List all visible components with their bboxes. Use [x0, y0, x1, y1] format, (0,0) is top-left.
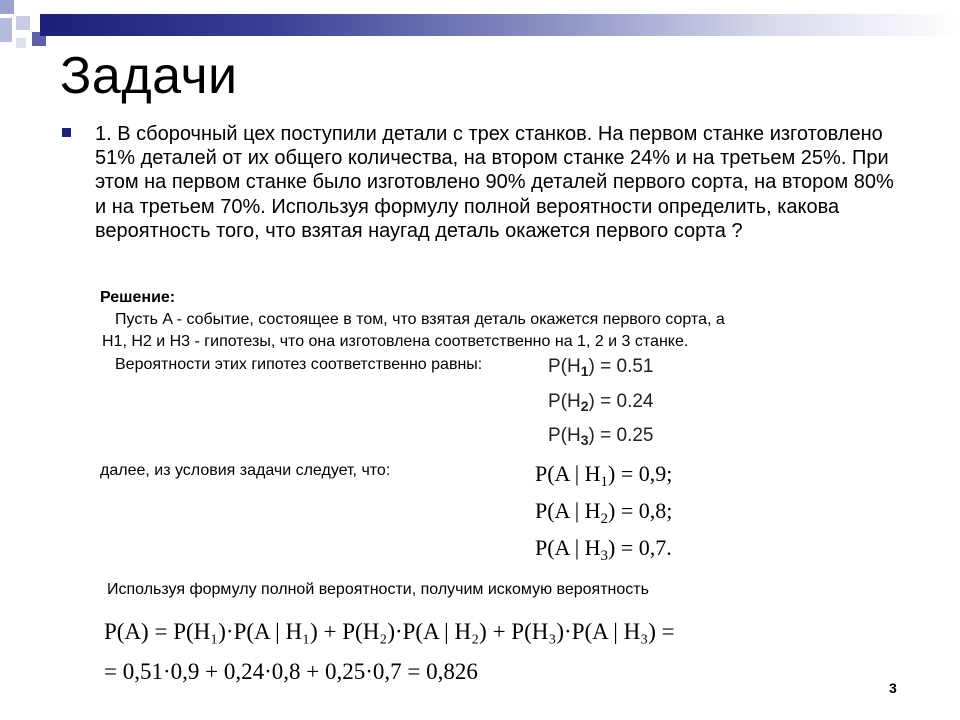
solution-line-2: H1, H2 и H3 - гипотезы, что она изготовлена соответственно на 1, 2 и 3 станке.	[102, 333, 689, 350]
hypothesis-prob-1: $P(H_1) = 0.51$	[548, 356, 654, 379]
conditional-prob-2: P(A | $H_2) = 0,8$;	[535, 498, 673, 527]
total-prob-result: = 0,51·0,9 + 0,24·0,8 + 0,25·0,7 = 0,826	[104, 659, 478, 684]
conditions-intro: далее, из условия задачи следует, что:	[100, 462, 391, 479]
header-gradient-bar	[40, 14, 960, 36]
hypothesis-prob-3: $P(H_3) = 0.25$	[548, 425, 654, 448]
problem-statement: 1. В сборочный цех поступили детали с трех станков. На первом станке изготовлено 51% деталей от их общего количества, на втором станке 24% и на третьем 25%. При этом на первом станке было изготовлено 90% деталей первого сорта, на втором 80% и на третьем 70%. Используя формулу полной вероятности определить, какова вероятность того, что взятая наугад деталь окажется первого сорта ?	[95, 123, 894, 242]
solution-line-3: Вероятности этих гипотез соответственно равны:	[115, 356, 483, 373]
decor-square	[0, 18, 12, 42]
decor-square	[16, 16, 30, 30]
total-prob-intro: Используя формулу полной вероятности, получим искомую вероятность	[107, 581, 649, 598]
decor-square	[16, 38, 26, 48]
bullet-square-icon	[62, 128, 71, 137]
total-prob-formula: P(A) = P(H₁)·P(A | H₁) + P(H₂)·P(A | H₂) + P(H₃)·P(A | H₃) =	[104, 619, 675, 644]
hypothesis-prob-2: $P(H_2) = 0.24$	[548, 391, 654, 414]
conditional-prob-3: P(A | $H_3) = 0,7$.	[535, 535, 672, 564]
decor-square	[0, 0, 14, 14]
solution-heading: Решение:	[100, 289, 176, 306]
slide-title: Задачи	[60, 47, 238, 105]
solution-line-1: Пусть A - событие, состоящее в том, что взятая деталь окажется первого сорта, а	[115, 311, 725, 328]
page-number: 3	[889, 680, 897, 696]
conditional-prob-1: P(A | $H_1) = 0,9$;	[535, 461, 673, 490]
